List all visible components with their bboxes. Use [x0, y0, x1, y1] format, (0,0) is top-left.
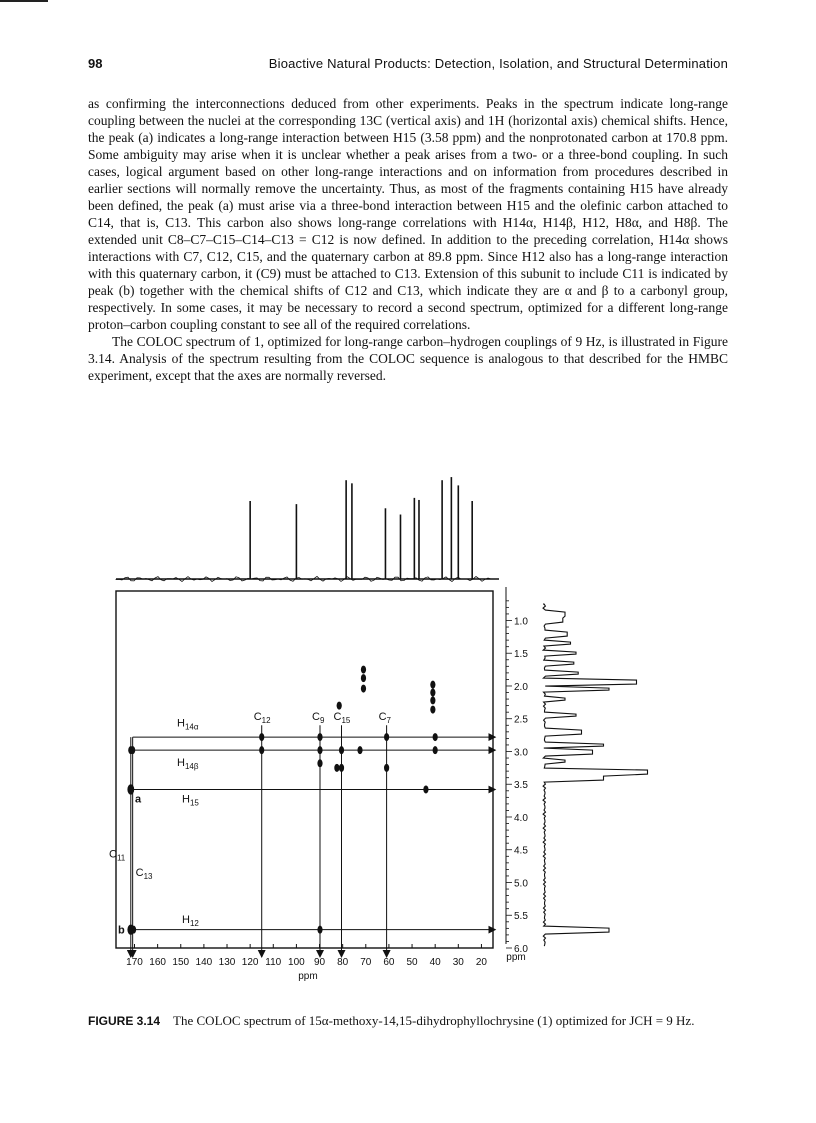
plot-frame	[116, 591, 493, 948]
side-label-c11: $C_{11}$	[109, 848, 126, 863]
peak-20	[361, 674, 366, 682]
row-label-1: $H_{14\beta}$	[177, 756, 199, 771]
page-number: 98	[88, 56, 103, 71]
peak-10	[317, 926, 322, 934]
column-label-3: $C_7$	[378, 711, 392, 726]
y-tick-label-6: 4.0	[514, 812, 528, 824]
x-tick-label-15: 20	[475, 957, 487, 968]
peak-6	[259, 746, 264, 754]
column-label-2: $C_{15}$	[333, 711, 351, 726]
body-text	[88, 95, 728, 384]
peak-26	[433, 733, 438, 741]
peak-9	[317, 759, 322, 767]
coloc-spectrum-chart	[100, 465, 700, 1005]
peak-19	[361, 666, 366, 674]
y-tick-label-8: 5.0	[514, 878, 528, 890]
peak-17	[384, 764, 389, 772]
x-tick-label-2: 150	[172, 957, 190, 968]
y-tick-label-0: 1.0	[514, 616, 528, 628]
peak-24	[430, 696, 435, 704]
x-tick-label-1: 160	[149, 957, 166, 968]
peak-8	[317, 746, 322, 754]
x-tick-label-4: 130	[218, 957, 236, 968]
peak-11	[339, 746, 344, 754]
peak-22	[430, 681, 435, 689]
peak-14	[337, 702, 342, 710]
side-projection-trace	[543, 604, 648, 946]
y-tick-label-10: 6.0	[514, 944, 528, 955]
y-tick-label-2: 2.0	[514, 681, 528, 693]
y-tick-label-7: 4.5	[514, 845, 528, 857]
top-rule	[0, 0, 48, 2]
row-label-2: $H_{15}$	[182, 793, 199, 808]
peak-7	[317, 733, 322, 741]
column-label-1: $C_9$	[311, 711, 325, 726]
x-tick-label-8: 90	[313, 957, 326, 968]
x-tick-label-3: 140	[195, 957, 213, 968]
running-title: Bioactive Natural Products: Detection, Isolation, and Structural Determination	[268, 56, 728, 71]
peak-4	[131, 926, 136, 934]
figure-caption	[88, 1012, 728, 1030]
peak-5	[259, 733, 264, 741]
peak-15	[357, 746, 362, 754]
side-label-c13: $C_{13}$	[135, 866, 153, 881]
x-tick-label-7: 100	[288, 957, 305, 968]
peak-27	[433, 746, 438, 754]
peak-23	[430, 689, 435, 697]
peak-1	[127, 784, 134, 794]
y-tick-label-4: 3.0	[514, 747, 528, 759]
x-tick-label-13: 40	[429, 957, 441, 968]
x-tick-label-12: 50	[406, 957, 418, 968]
y-axis-label: ppm	[506, 952, 526, 963]
y-tick-label-9: 5.5	[514, 911, 528, 923]
peak-12	[339, 764, 344, 772]
row-label-3: $H_{12}$	[182, 914, 199, 929]
running-header	[88, 56, 728, 76]
x-tick-label-14: 30	[452, 957, 464, 968]
x-axis-label: ppm	[298, 971, 318, 982]
y-tick-label-5: 3.5	[514, 780, 528, 792]
y-tick-label-3: 2.5	[514, 714, 528, 726]
peak-3	[130, 746, 135, 754]
peak-label-a: a	[134, 793, 142, 806]
figure-coloc-spectrum	[100, 465, 700, 1005]
paragraph-1: as confirming the interconnections deduced from other experiments. Peaks in the spectrum indicate long-range coupling between the nuclei at the corresponding 13C (vertical axis) and 1H (horizontal axis) chemical shifts. Hence, the peak (a) indicates a long-range interaction between H15 (3.58 ppm) and the nonprotonated carbon at 170.8 ppm. Some ambiguity may arise when it is unclear whether a peak arises from a two- or a three-bond coupling. In such cases, logical argument based on other long-range interactions and on information from procedures described in earlier sections will normally remove the uncertainty. Thus, as most of the fragments containing H15 have already been defined, the peak (a) must arise via a three-bond interaction between H15 and the olefinic carbon attached to C14, that is, C13. This carbon also shows long-range correlations with H14α, H14β, H12, H8α, and H8β. The extended unit C8–C7–C15–C14–C13 = C12 is now defined. In addition to the preceding correlation, H14α shows interactions with C7, C12, C15, and the quaternary carbon at 89.8 ppm. Since H12 also has a long-range interaction with this quaternary carbon, it (C9) must be attached to C13. Extension of this subunit to include C11 is indicated by peak (b) together with the chemical shifts of C12 and C13, which indicate they are α and β to a carbonyl group, respectively. In some cases, it may be necessary to record a second spectrum, optimized for a different long-range proton–carbon coupling constant to see all of the required correlations.	[88, 96, 728, 332]
peak-21	[361, 685, 366, 693]
caption-label: FIGURE 3.14	[88, 1014, 161, 1028]
x-tick-label-11: 60	[383, 957, 395, 968]
x-tick-label-9: 80	[337, 957, 349, 968]
peak-25	[430, 706, 435, 714]
x-tick-label-0: 170	[126, 957, 143, 968]
paragraph-2: The COLOC spectrum of 1, optimized for long-range carbon–hydrogen couplings of 9 Hz, is illustrated in Figure 3.14. Analysis of the spectrum resulting from the COLOC sequence is analogous to that described for the HMBC experiment, except that the axes are normally reversed.	[88, 334, 728, 383]
row-label-0: $H_{14\alpha}$	[177, 717, 199, 732]
peak-18	[423, 785, 428, 793]
x-tick-label-10: 70	[360, 957, 372, 968]
peak-label-b: b	[118, 924, 125, 937]
column-label-0: $C_{12}$	[253, 711, 271, 726]
peak-16	[384, 733, 389, 741]
y-tick-label-1: 1.5	[514, 649, 528, 661]
caption-text: The COLOC spectrum of 15α-methoxy-14,15-dihydrophyllochrysine (1) optimized for JCH = 9 Hz.	[173, 1013, 695, 1028]
x-tick-label-5: 120	[241, 957, 259, 968]
x-tick-label-6: 110	[265, 957, 282, 968]
peak-13	[334, 764, 339, 772]
